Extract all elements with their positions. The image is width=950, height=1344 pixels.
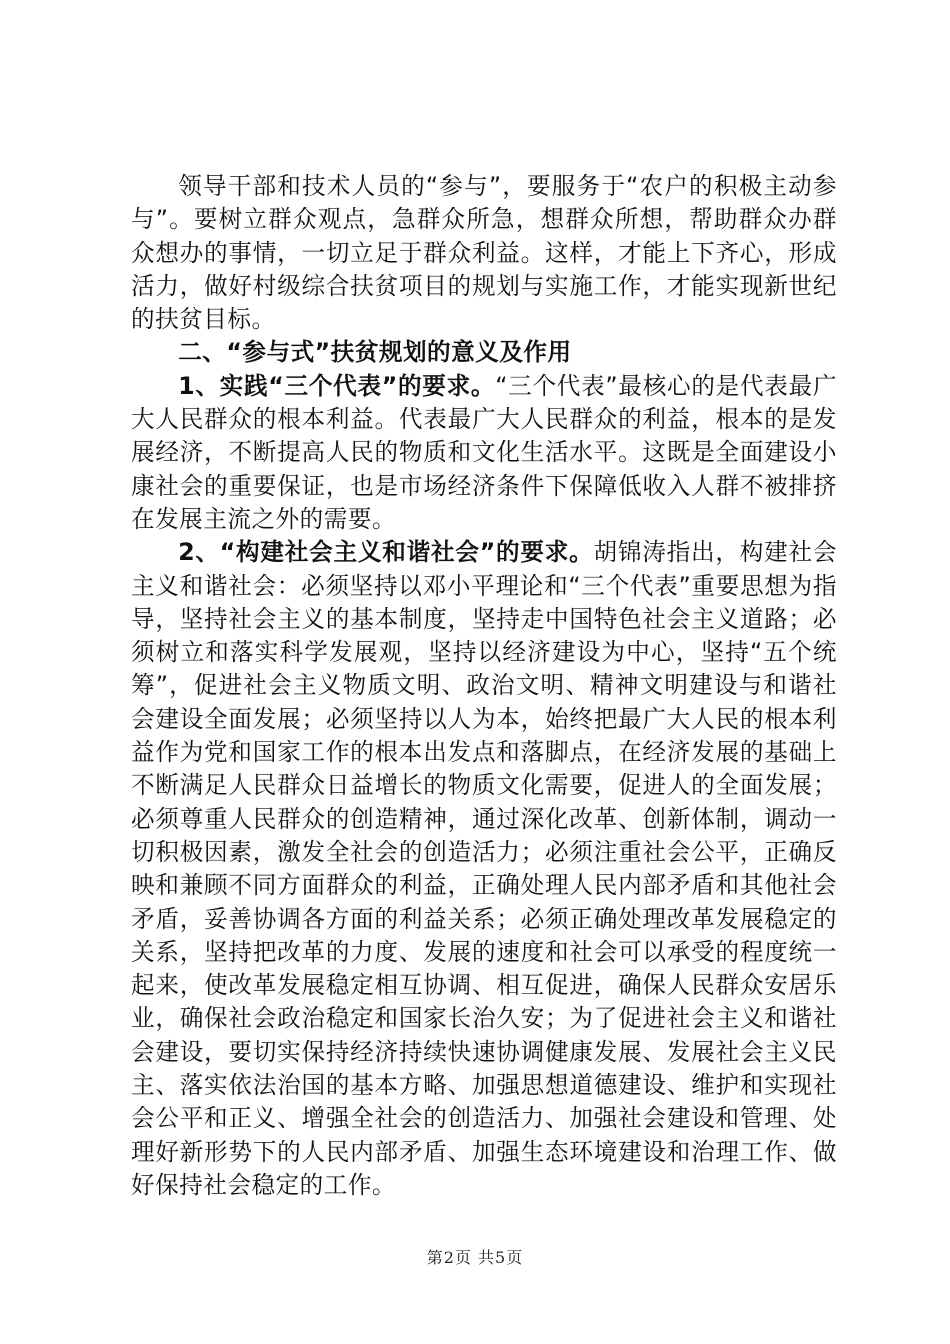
page-indicator: 第2页 共5页 xyxy=(426,1248,524,1267)
paragraph-three-represents xyxy=(131,370,837,536)
paragraph-text: “三个代表”最核心的是代表最广大人民群众的根本利益。代表最广大人民群众的利益，根本的是发展经济，不断提高人民的物质和文化生活水平。这既是全面建设小康社会的重要保证，也是市场经济条件下保障低收入人群不被排挤在发展主流之外的需要。 xyxy=(131,371,837,533)
paragraph-text: 胡锦涛指出，构建社会主义和谐社会：必须坚持以邓小平理论和“三个代表”重要思想为指导，坚持社会主义的基本制度，坚持走中国特色社会主义道路；必须树立和落实科学发展观，坚持以经济建设为中心，坚持“五个统筹”，促进社会主义物质文明、政治文明、精神文明建设与和谐社会建设全面发展；必须坚持以人为本，始终把最广大人民的根本利益作为党和国家工作的根本出发点和落脚点，在经济发展的基础上不断满足人民群众日益增长的物质文化需要，促进人的全面发展；必须尊重人民群众的创造精神，通过深化改革、创新体制，调动一切积极因素，激发全社会的创造活力；必须注重社会公平，正确反映和兼顾不同方面群众的利益，正确处理人民内部矛盾和其他社会矛盾，妥善协调各方面的利益关系；必须正确处理改革发展稳定的关系，坚持把改革的力度、发展的速度和社会可以承受的程度统一起来，使改革发展稳定相互协调、相互促进，确保人民群众安居乐业，确保社会政治稳定和国家长治久安；为了促进社会主义和谐社会建设，要切实保持经济持续快速协调健康发展、发展社会主义民主、落实依法治国的基本方略、加强思想道德建设、维护和实现社会公平和正义、增强全社会的创造活力、加强社会建设和管理、处理好新形势下的人民内部矛盾、加强生态环境建设和治理工作、做好保持社会稳定的工作。 xyxy=(131,538,837,1199)
section-heading xyxy=(131,336,837,369)
paragraph-text: 领导干部和技术人员的“参与”，要服务于“农户的积极主动参与”。要树立群众观点，急群众所急，想群众所想，帮助群众办群众想办的事情，一切立足于群众利益。这样，才能上下齐心，形成活力，做好村级综合扶贫项目的规划与实施工作，才能实现新世纪的扶贫目标。 xyxy=(131,172,837,334)
paragraph-participation xyxy=(131,170,837,336)
paragraph-lead: 2、“构建社会主义和谐社会”的要求。 xyxy=(178,538,594,567)
paragraph-lead: 1、实践“三个代表”的要求。 xyxy=(178,371,496,400)
document-body xyxy=(131,170,837,1202)
page-footer xyxy=(0,1245,950,1268)
section-heading-text: 二、“参与式”扶贫规划的意义及作用 xyxy=(178,338,572,367)
paragraph-harmonious-society xyxy=(131,536,837,1202)
